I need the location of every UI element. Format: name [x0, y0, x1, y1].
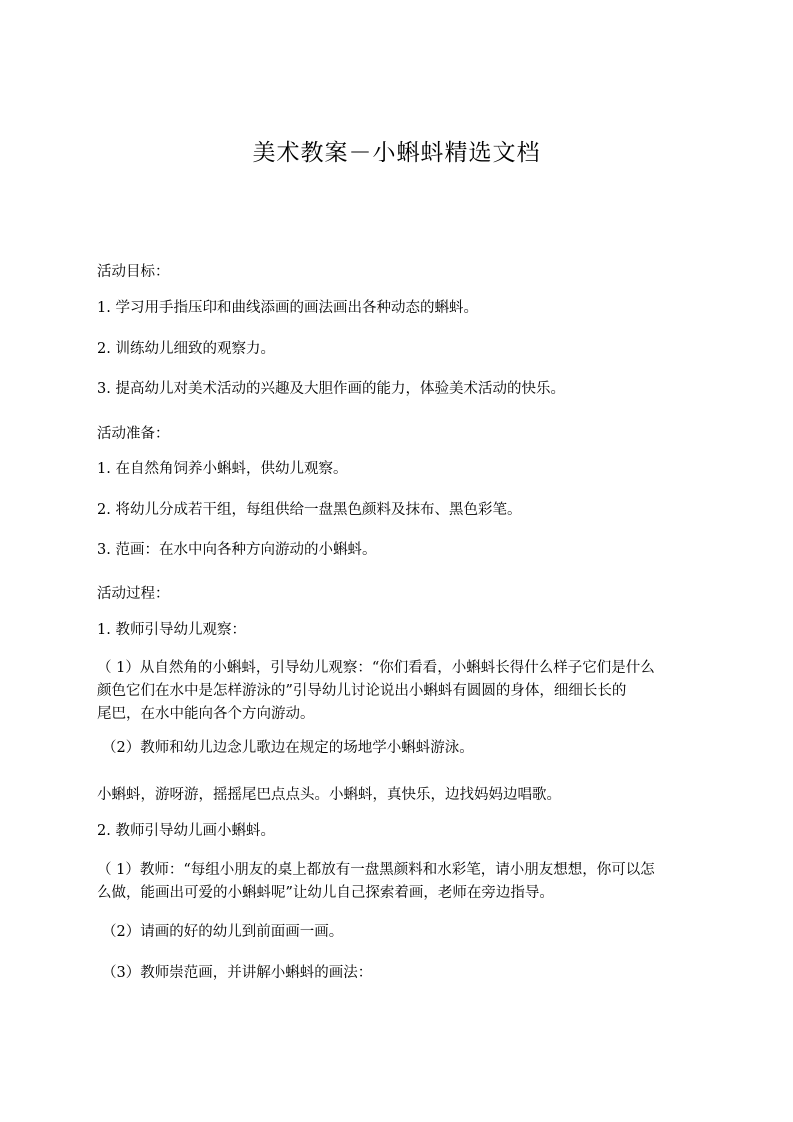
section-heading-preparation: 活动准备：: [97, 426, 170, 442]
process-step-1-sub-2: （2）教师和幼儿边念儿歌边在规定的场地学小蝌蚪游泳。: [102, 740, 474, 756]
process-step-1-sub-1: [97, 657, 709, 726]
process-step-2-sub-1: [97, 859, 709, 905]
process-step-2-sub-2: （2）请画的好的幼儿到前面画一画。: [102, 924, 344, 940]
goal-item-2: 2. 训练幼儿细致的观察力。: [97, 341, 275, 357]
goal-item-1: 1. 学习用手指压印和曲线添画的画法画出各种动态的蝌蚪。: [97, 300, 478, 316]
goal-item-3: 3. 提高幼儿对美术活动的兴趣及大胆作画的能力，体验美术活动的快乐。: [97, 381, 565, 397]
prep-item-1: 1. 在自然角饲养小蝌蚪，供幼儿观察。: [97, 461, 348, 477]
paragraph-line: （ 1）从自然角的小蝌蚪，引导幼儿观察：“你们看看，小蝌蚪长得什么样子它们是什么: [97, 660, 655, 676]
paragraph-line: （ 1）教师：“每组小朋友的桌上都放有一盘黑颜料和水彩笔，请小朋友想想，你可以怎: [97, 862, 655, 878]
document-title: 美术教案－小蝌蚪精选文档: [252, 140, 541, 166]
paragraph-line: 颜色它们在水中是怎样游泳的”引导幼儿讨论说出小蝌蚪有圆圆的身体，细细长长的: [97, 683, 627, 699]
process-step-1: 1. 教师引导幼儿观察：: [97, 622, 246, 638]
paragraph-line: 么做，能画出可爱的小蝌蚪呢”让幼儿自己探索着画，老师在旁边指导。: [97, 885, 554, 901]
paragraph-line: 尾巴，在水中能向各个方向游动。: [97, 706, 315, 722]
section-heading-goals: 活动目标：: [97, 264, 170, 280]
nursery-rhyme: 小蝌蚪，游呀游，摇摇尾巴点点头。小蝌蚪，真快乐，边找妈妈边唱歌。: [97, 787, 561, 803]
prep-item-3: 3. 范画：在水中向各种方向游动的小蝌蚪。: [97, 542, 377, 558]
prep-item-2: 2. 将幼儿分成若干组，每组供给一盘黑色颜料及抹布、黑色彩笔。: [97, 502, 522, 518]
section-heading-process: 活动过程：: [97, 586, 170, 602]
process-step-2: 2. 教师引导幼儿画小蝌蚪。: [97, 823, 275, 839]
process-step-2-sub-3: （3）教师崇范画，并讲解小蝌蚪的画法：: [102, 965, 373, 981]
